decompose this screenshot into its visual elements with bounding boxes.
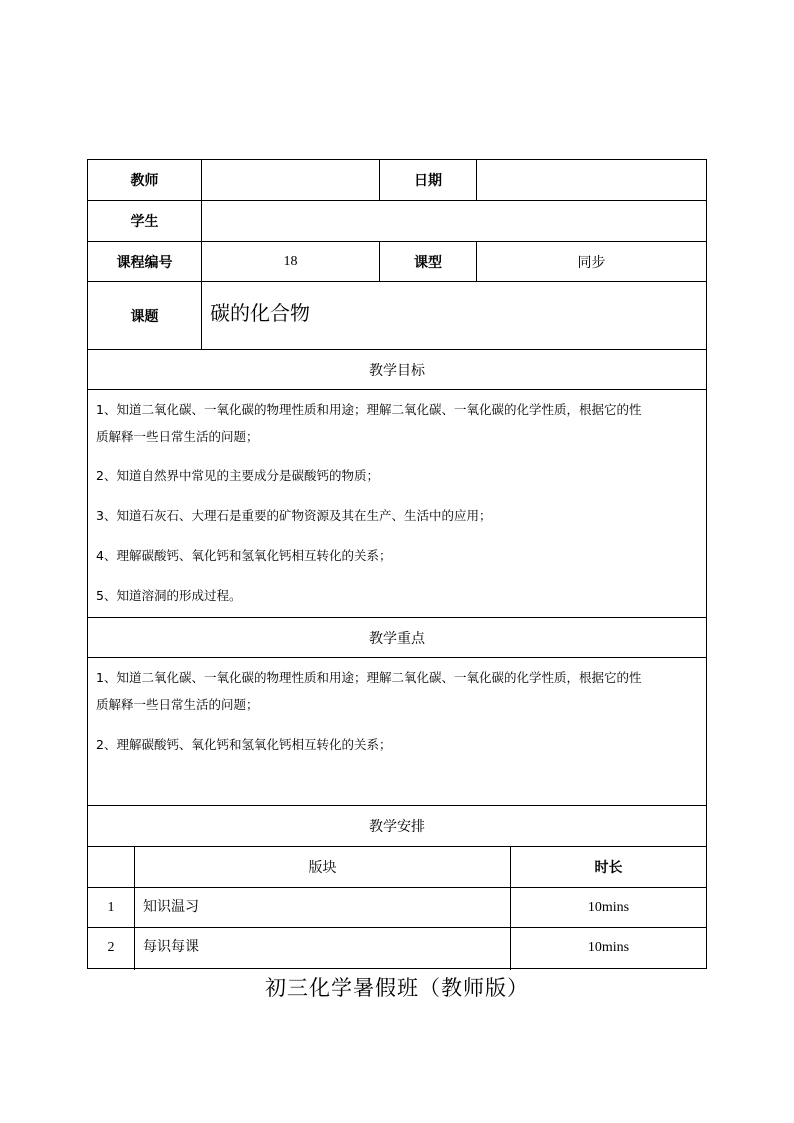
student-label: 学生 [130, 214, 159, 230]
date-field[interactable] [477, 160, 706, 200]
key-point-item: 质解释一些日常生活的问题； [96, 697, 259, 712]
col-divider [201, 281, 202, 349]
objective-item: 4、理解碳酸钙、氧化钙和氢氧化钙相互转化的关系； [96, 548, 392, 563]
duration-value: 10mins [587, 899, 630, 915]
key-point-item: 2、理解碳酸钙、氧化钙和氢氧化钙相互转化的关系； [96, 737, 392, 752]
key-point-item: 1、知道二氧化碳、一氧化碳的物理性质和用途；理解二氧化碳、一氧化碳的化学性质，根据它的性 [96, 670, 642, 685]
page-footer-title: 初三化学暑假班（教师版） [265, 976, 529, 1000]
duration-value: 10mins [587, 940, 630, 955]
course-number-value: 18 [283, 253, 298, 269]
objective-item: 5、知道溶洞的形成过程。 [96, 588, 242, 603]
objectives-title: 教学目标 [369, 362, 425, 379]
section-column-header: 版块 [308, 860, 337, 876]
course-number-label: 课程编号 [116, 254, 173, 271]
topic-value: 碳的化合物 [210, 300, 310, 325]
objective-item: 质解释一些日常生活的问题； [96, 429, 259, 444]
arrangement-title: 教学安排 [369, 819, 425, 835]
lesson-plan-table [87, 159, 707, 969]
section-name: 每识每课 [143, 939, 199, 955]
row-divider [88, 389, 706, 390]
teacher-field[interactable] [202, 160, 379, 200]
objective-item: 3、知道石灰石、大理石是重要的矿物资源及其在生产、生活中的应用； [96, 508, 492, 523]
section-name: 知识温习 [143, 899, 199, 915]
teacher-label: 教师 [130, 173, 159, 189]
course-type-value: 同步 [577, 254, 606, 271]
objective-item: 1、知道二氧化碳、一氧化碳的物理性质和用途；理解二氧化碳、一氧化碳的化学性质，根据它的性 [96, 402, 642, 417]
course-type-label: 课型 [414, 254, 442, 271]
key-points-title: 教学重点 [369, 630, 425, 647]
objective-item: 2、知道自然界中常见的主要成分是碳酸钙的物质； [96, 468, 379, 483]
date-label: 日期 [414, 173, 442, 189]
row-number: 2 [107, 940, 115, 955]
student-field[interactable] [202, 201, 706, 241]
duration-column-header: 时长 [594, 860, 623, 876]
row-number: 1 [107, 899, 115, 915]
row-divider [88, 657, 706, 658]
topic-label: 课题 [130, 308, 159, 325]
